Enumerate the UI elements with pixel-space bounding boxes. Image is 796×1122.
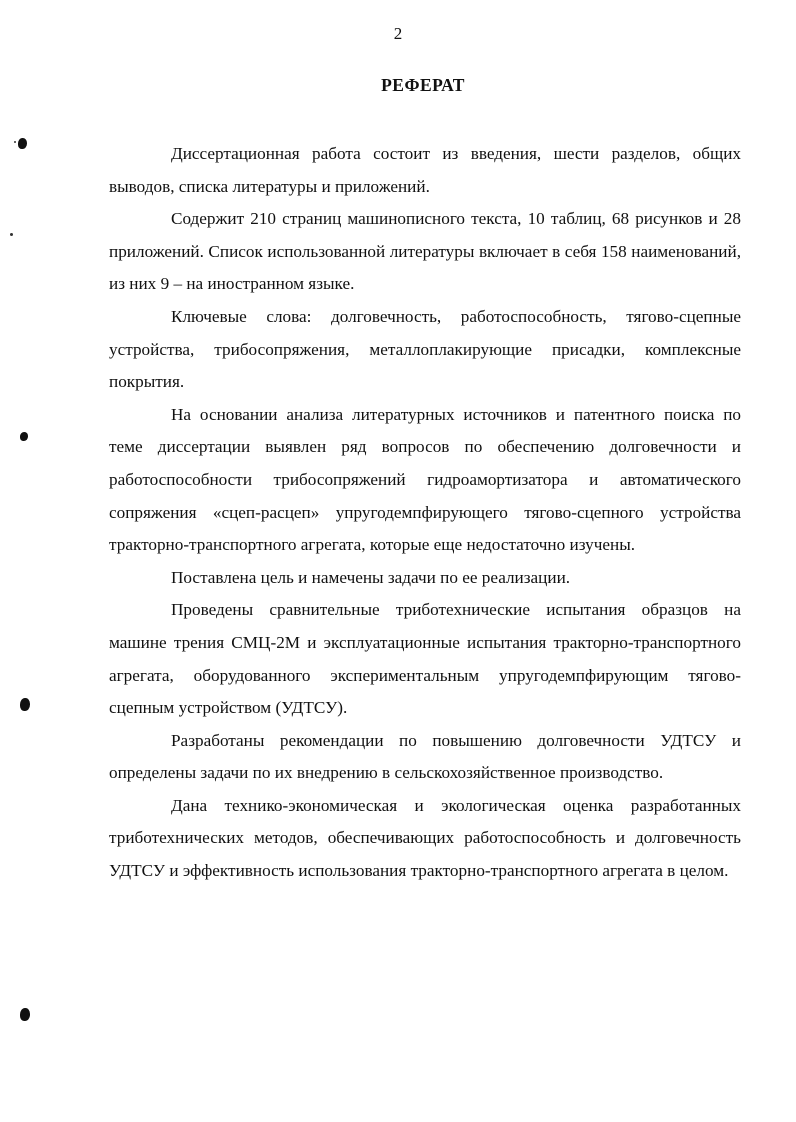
binder-hole-mark (20, 698, 30, 711)
paragraph-structure: Диссертационная работа состоит из введения, шести разделов, общих выводов, списка литературы и приложений. (109, 144, 741, 196)
page-number: 2 (393, 24, 403, 43)
binder-hole-mark (18, 138, 27, 149)
abstract-body (109, 138, 741, 888)
scan-speck (14, 141, 16, 143)
scan-speck (10, 233, 13, 236)
paragraph-recommendations: Разработаны рекомендации по повышению долговечности УДТСУ и определены задачи по их внедрению в сельскохозяйственное производство. (109, 730, 741, 783)
paragraph-volume: Содержит 210 страниц машинописного текста, 10 таблиц, 68 рисунков и 28 приложений. Список использованной литературы включает в себя 158 наименований, из них 9 – на иностранном языке. (109, 209, 741, 294)
document-title: РЕФЕРАТ (381, 75, 465, 95)
paragraph-assessment: Дана технико-экономическая и экологическая оценка разработанных триботехнических методов, обеспечивающих работоспособность и долговечность УДТСУ и эффективность использования тракторно-транспортного агрегата в целом. (109, 795, 741, 881)
binder-hole-mark (20, 1008, 30, 1021)
binder-hole-mark (20, 432, 28, 441)
paragraph-tests: Проведены сравнительные триботехнические испытания образцов на машине трения СМЦ-2М и эксплуатационные испытания тракторно-транспортного агрегата, оборудованного экспериментальным упругодемпфирующим тягово-сцепным устройством (УДТСУ). (109, 600, 741, 718)
paragraph-keywords: Ключевые слова: долговечность, работоспособность, тягово-сцепные устройства, трибосопряжения, металлоплакирующие присадки, комплексные покрытия. (109, 306, 741, 392)
paragraph-goal: Поставлена цель и намечены задачи по ее реализации. (171, 567, 571, 587)
paragraph-analysis: На основании анализа литературных источников и патентного поиска по теме диссертации выявлен ряд вопросов по обеспечению долговечности и работоспособности трибосопряжений гидроамортизатора и автоматического сопряжения «сцеп-расцеп» упругодемпфирующего тягово-сцепного устройства тракторно-транспортного агрегата, которые еще недостаточно изучены. (109, 404, 741, 555)
